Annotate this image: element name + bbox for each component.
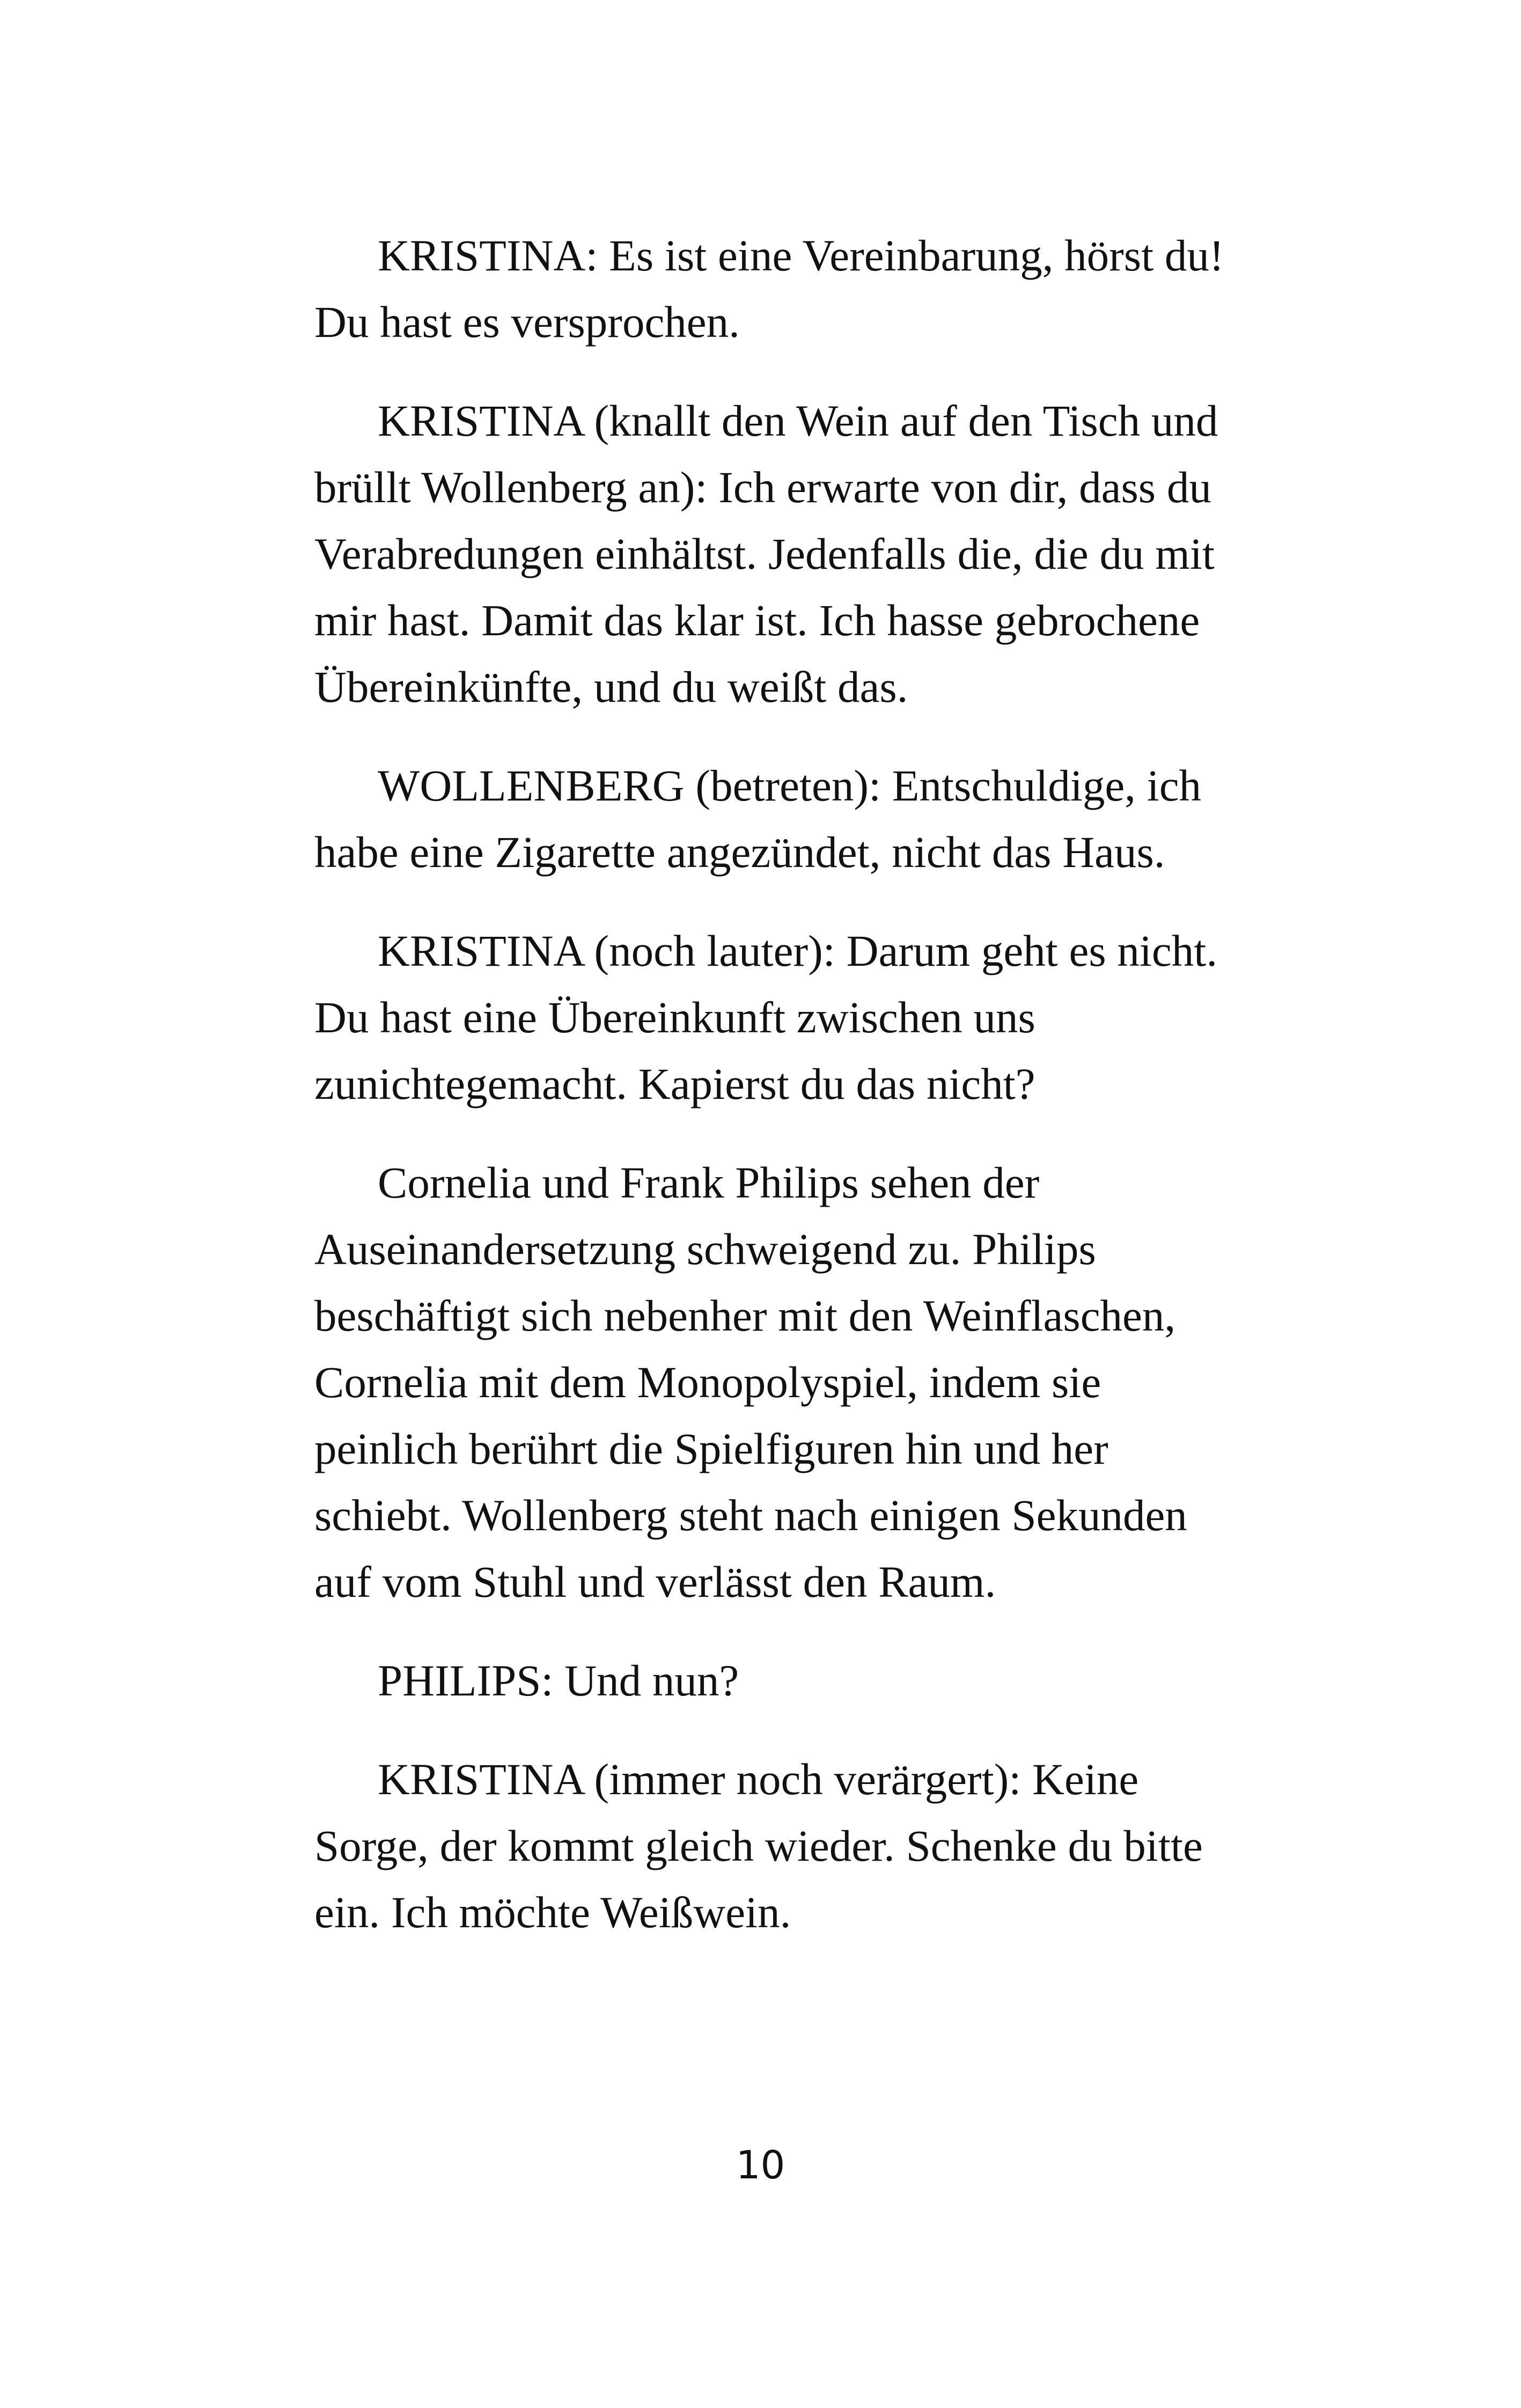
paragraph-7: KRISTINA (immer noch verärgert): Keine Sorge, der kommt gleich wieder. Schenke du bitte ein. Ich möchte Weißwein. (314, 1754, 1203, 1937)
paragraph-2: KRISTINA (knallt den Wein auf den Tisch und brüllt Wollenberg an): Ich erwarte von dir, dass du Verabredungen einhältst. Jedenfalls die, die du mit mir hast. Damit das klar ist. Ich hasse gebrochene Übereinkünfte, und du weißt das. (314, 396, 1218, 711)
paragraph-5: Cornelia und Frank Philips sehen der Auseinandersetzung schweigend zu. Philips beschäftigt sich nebenher mit den Weinflaschen, Cornelia mit dem Monopolyspiel, indem sie peinlich berührt die Spielfiguren hin und her schiebt. Wollenberg steht nach einigen Sekunden auf vom Stuhl und verlässt den Raum. (314, 1158, 1187, 1606)
paragraph-6: PHILIPS: Und nun? (378, 1656, 739, 1705)
page-text (314, 222, 1275, 1978)
paragraph-3: WOLLENBERG (betreten): Entschuldige, ich habe eine Zigarette angezündet, nicht das Haus. (314, 761, 1202, 877)
paragraph-1: KRISTINA: Es ist eine Vereinbarung, hörst du! Du hast es versprochen. (314, 231, 1224, 347)
page-number: 10 (736, 2142, 785, 2187)
paragraph-4: KRISTINA (noch lauter): Darum geht es nicht. Du hast eine Übereinkunft zwischen uns zunichtegemacht. Kapierst du das nicht? (314, 926, 1218, 1108)
